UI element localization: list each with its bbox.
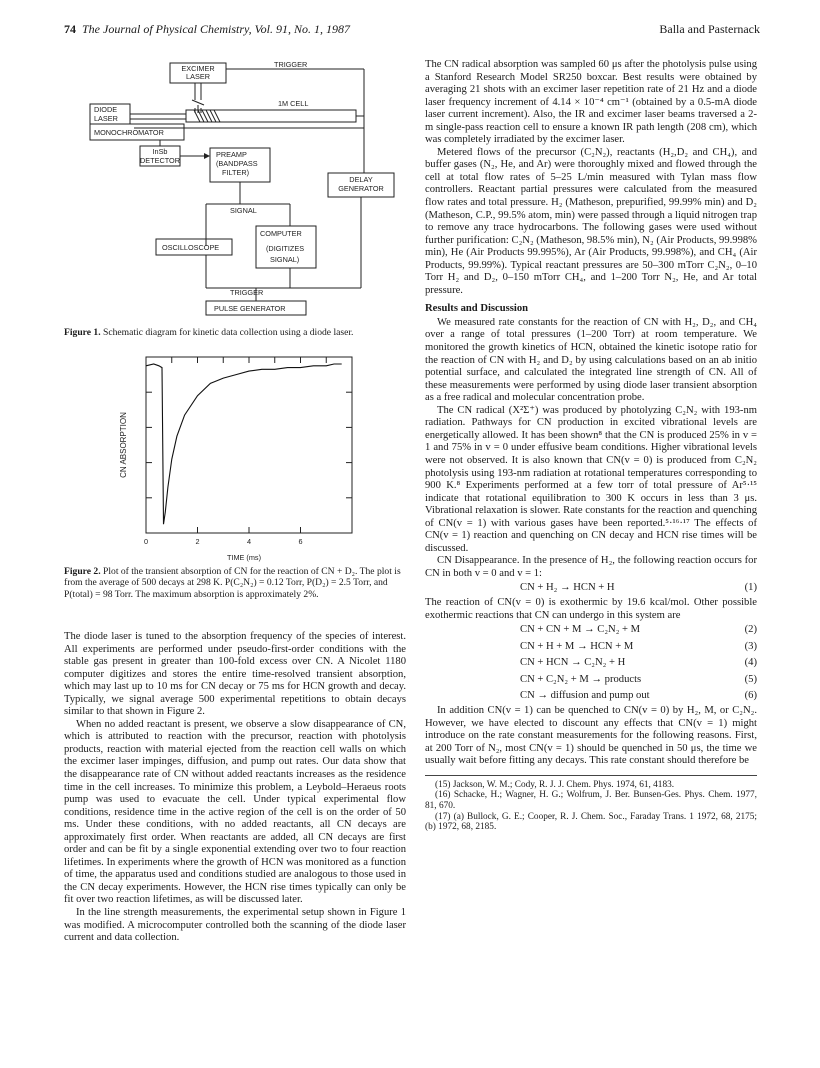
reference-item: (17) (a) Bullock, G. E.; Cooper, R. J. Chem. Soc., Faraday Trans. 1 1972, 68, 2175; (b) 1972, 68, 2185. <box>425 811 757 833</box>
figure-2-plot <box>64 352 406 562</box>
x-tick-label: 0 <box>143 537 149 546</box>
cell-label: 1M CELL <box>278 99 309 108</box>
x-tick-label: 4 <box>246 537 252 546</box>
detector-box <box>140 146 180 166</box>
equation-text: CN + CN + M → C₂N₂ + M <box>520 624 641 636</box>
figure-1-label: Figure 1. <box>64 327 101 338</box>
preamp-label-1: PREAMP <box>216 150 247 159</box>
detector-label-2: DETECTOR <box>139 156 181 165</box>
equation-number: (3) <box>744 640 757 652</box>
running-header <box>64 22 760 38</box>
journal-citation: 74 The Journal of Physical Chemistry, Vol. 91, No. 1, 1987 <box>64 22 350 36</box>
equation-text: CN + HCN → C₂N₂ + H <box>520 657 626 669</box>
right-paragraph-5: CN Disappearance. In the presence of H₂, the following reaction occurs for CN in both v = 0 and v = 1: <box>425 555 757 579</box>
equation-text: CN → diffusion and pump out <box>520 690 650 702</box>
monochromator-box <box>90 124 184 140</box>
equation-4 <box>425 655 757 672</box>
right-paragraph-1: The CN radical absorption was sampled 60 μs after the photolysis pulse using a Stanford Research Model SR250 boxcar. Best results were obtained by averaging 21 shots with an excimer laser repetition rate of 21 Hz and a diode laser frequency increment of 4.14 × 10⁻⁴ cm⁻¹ (obtained by a 0.5-mA diode laser current increment). Also, the IR and excimer laser beams traversed a 2-m single-pass reaction cell to ensure a known IR path length (208 cm), which was completely irradiated by the excimer laser. <box>425 59 757 146</box>
equation-text: CN + C₂N₂ + M → products <box>520 673 642 685</box>
preamp-label-2: (BANDPASS <box>216 159 258 168</box>
right-paragraph-4: The CN radical (X²Σ⁺) was produced by photolyzing C₂N₂ with 193-nm radiation. Pathways for CN production in excited vibrational levels are energetically allowed. It has been shown⁸ that the CN is produced 25% in v = 1 and 75% in v = 0 under effusive beam conditions. Higher vibrational levels were not observed. It is also known that CN(v = 0) is produced from C₂N₂ photolysis using 193-nm radiation at rotational temperatures corresponding to 900 K.⁸ Experiments performed at a few torr of total pressure of Ar⁵·¹⁵ indicate that rotational equilibration to 300 K occurs in less than 3 μs. Vibrational relaxation is slower. Rate constants for the reaction and quenching of CN(v = 1) with various gases have been reported.⁵·¹⁶·¹⁷ The effects of CN(v = 1) reaction and quenching on CN decay and HCN rise times will be discussed. <box>425 404 757 554</box>
trigger-label-bottom: TRIGGER <box>230 288 264 297</box>
right-paragraph-7: In addition CN(v = 1) can be quenched to CN(v = 0) by H₂, M, or C₂N₂. However, we have elected to discount any effects that CN(v = 1) might introduce on the rate constant measurements for the following reasons. First, at 200 Torr of N₂, most CN(v = 1) should be quenched in 50 μs, the time we usually wait before fitting any decays. This rate constant should therefore be <box>425 705 757 767</box>
x-tick-label: 2 <box>195 537 200 546</box>
right-paragraph-3: We measured rate constants for the reaction of CN with H₂, D₂, and CH₄ over a range of total pressures (1–200 Torr) at room temperature. We monitored the growth kinetics of HCN, obtained the kinetic isotope ratio for the reaction of CN with H₂ and D₂ by using calculations based on an ab initio potential surface, and calculated the integrated line strength of CN. All of these measurements were performed by using diode laser transient absorption as a free radical and molecular concentration probe. <box>425 316 757 404</box>
equation-3 <box>425 639 757 656</box>
computer-label-1: COMPUTER <box>260 229 302 238</box>
computer-box <box>256 226 316 268</box>
left-paragraph-3: In the line strength measurements, the experimental setup shown in Figure 1 was modified. A microcomputer controlled both the scanning of the diode laser current and data collection. <box>64 907 406 944</box>
reaction-cell <box>186 99 356 122</box>
right-paragraph-6: The reaction of CN(v = 0) is exothermic by 19.6 kcal/mol. Other possible exothermic reactions that CN can undergo in this system are <box>425 597 757 621</box>
diode-label-1: DIODE <box>94 105 118 114</box>
excimer-label-2: LASER <box>186 72 210 81</box>
mono-label: MONOCHROMATOR <box>94 128 164 137</box>
absorption-trace <box>146 364 342 524</box>
section-heading: Results and Discussion <box>425 303 529 315</box>
equation-text: CN + H + M → HCN + M <box>520 640 634 652</box>
right-paragraph-2: Metered flows of the precursor (C₂N₂), reactants (H₂,D₂ and CH₄), and buffer gases (N₂, He, and Ar) were thoroughly mixed and flowed through the cell at total flow rates of 5–25 L/min measured with Tylan mass flow controllers. Reactant partial pressures were calculated from the measured flow rates and total pressure. H₂ (Matheson, prepurified, 99.99% min) and D₂ (Matheson, C.P., 99.5% atom, min) were passed through a liquid nitrogen trap to remove any trace hydrocarbons. The following gases were used without further purification: C₂N₂ (Matheson, 98.5% min), N₂ (Air Products, 99.998% min), He (Air Products 99.995%), Ar (Air Products, 99.998%), and CH₄ (Air Products, 99.99%). Typical reactant pressures are 50–300 mTorr C₂N₂, 0–10 Torr H₂ and D₂, 0–150 mTorr CH₄, and 1–200 Torr N₂, He, and Ar total pressure. <box>425 146 757 296</box>
equation-1: CN + H₂ → HCN + H (1) <box>520 582 757 594</box>
left-column <box>64 631 406 945</box>
figure-1-caption-text: Schematic diagram for kinetic data collection using a diode laser. <box>103 327 354 338</box>
pulse-generator-box <box>206 301 306 315</box>
left-paragraph-1: The diode laser is tuned to the absorption frequency of the species of interest. All experiments are performed under pseudo-first-order conditions with the stable gas present in greater than 100-fold excess over CN. A Nicolet 1180 computer digitizes and stores the entire time-resolved transient absorption, which may last up to 10 ms for CN decay or 75 ms for HCN growth and decay. Typically, we signal average 500 experimental repetitions to obtain decays similar to that shown in Figure 2. <box>64 631 406 718</box>
pulse-label: PULSE GENERATOR <box>214 304 286 313</box>
computer-label-2: (DIGITIZES <box>266 244 305 253</box>
equation-number: (5) <box>744 673 757 685</box>
detector-label-1: InSb <box>152 147 168 156</box>
diode-laser-box <box>90 104 130 124</box>
preamp-label-3: FILTER) <box>222 168 250 177</box>
figure-1-caption <box>64 327 406 338</box>
equation-2 <box>425 622 757 639</box>
equation-6 <box>425 688 757 705</box>
references <box>425 775 757 833</box>
plot-frame <box>146 357 352 533</box>
y-axis-label: CN ABSORPTION <box>119 412 128 478</box>
oscilloscope-box <box>156 239 232 255</box>
computer-label-3: SIGNAL) <box>270 255 300 264</box>
preamp-box <box>210 148 270 182</box>
figure-2-caption-text: Plot of the transient absorption of CN for the reaction of CN + D₂. The plot is from the average of 500 decays at 298 K. P(C₂N₂) = 0.12 Torr, P(D₂) = 2.5 Torr, and P(total) = 98 Torr. The maximum absorption is approximately 2%. <box>64 566 401 600</box>
excimer-laser-box <box>170 63 226 83</box>
page-number: 74 <box>64 22 76 36</box>
x-axis-label: TIME (ms) <box>226 553 262 562</box>
reference-item: (16) Schacke, H.; Wagner, H. G.; Wolfrum, J. Ber. Bunsen-Ges. Phys. Chem. 1977, 81, 670. <box>425 790 757 811</box>
delay-label-2: GENERATOR <box>338 184 384 193</box>
delay-generator-box <box>328 173 394 197</box>
excimer-label-1: EXCIMER <box>181 64 215 73</box>
signal-label: SIGNAL <box>230 206 257 215</box>
equation-number: (4) <box>744 657 757 669</box>
equation-list <box>425 622 757 705</box>
equation-5 <box>425 672 757 689</box>
reference-item: (15) Jackson, W. M.; Cody, R. J. J. Chem. Phys. 1974, 61, 4183. <box>435 779 675 790</box>
diode-label-2: LASER <box>94 114 118 123</box>
equation-number: (2) <box>744 624 757 636</box>
figure-2-caption <box>64 566 406 600</box>
excimer-beam <box>192 83 204 113</box>
delay-label-1: DELAY <box>349 175 373 184</box>
trigger-label-top: TRIGGER <box>274 60 308 69</box>
figure-1-schematic <box>64 58 406 323</box>
running-authors: Balla and Pasternack <box>659 22 760 36</box>
scope-label: OSCILLOSCOPE <box>162 243 220 252</box>
left-paragraph-2: When no added reactant is present, we observe a slow disappearance of CN, which is attributed to reaction with the precursor, reaction with photolysis products, reaction with material ejected from the reaction cell walls on which the excimer laser impinges, diffusion, and pump out rates. Our data show that the disappearance rate of CN without added reactants increases as the residence time in the cell increases. To minimize this problem, a Leybold–Heraeus roots pump was used to evacuate the cell. Under typical experimental flow conditions, residence time in the active region of the cell is on the order of 50 ms. Under these conditions, with no added reactants, all CN decays are approximately first order. When reactants are added, all CN decays are first order and can be fit by a single exponential extending over two to four reaction lifetimes. In experiments where the growth of HCN was monitored as a function of time, the apparatus used and conditions studied are analogous to those used in the CN decay experiments. However, the HCN rise times typically can only be fit over two reaction lifetimes, as will be discussed later. <box>64 718 406 906</box>
equation-number: (6) <box>744 690 757 702</box>
right-column <box>425 59 757 833</box>
x-tick-label: 6 <box>298 537 303 546</box>
figure-2-label: Figure 2. <box>64 566 101 577</box>
